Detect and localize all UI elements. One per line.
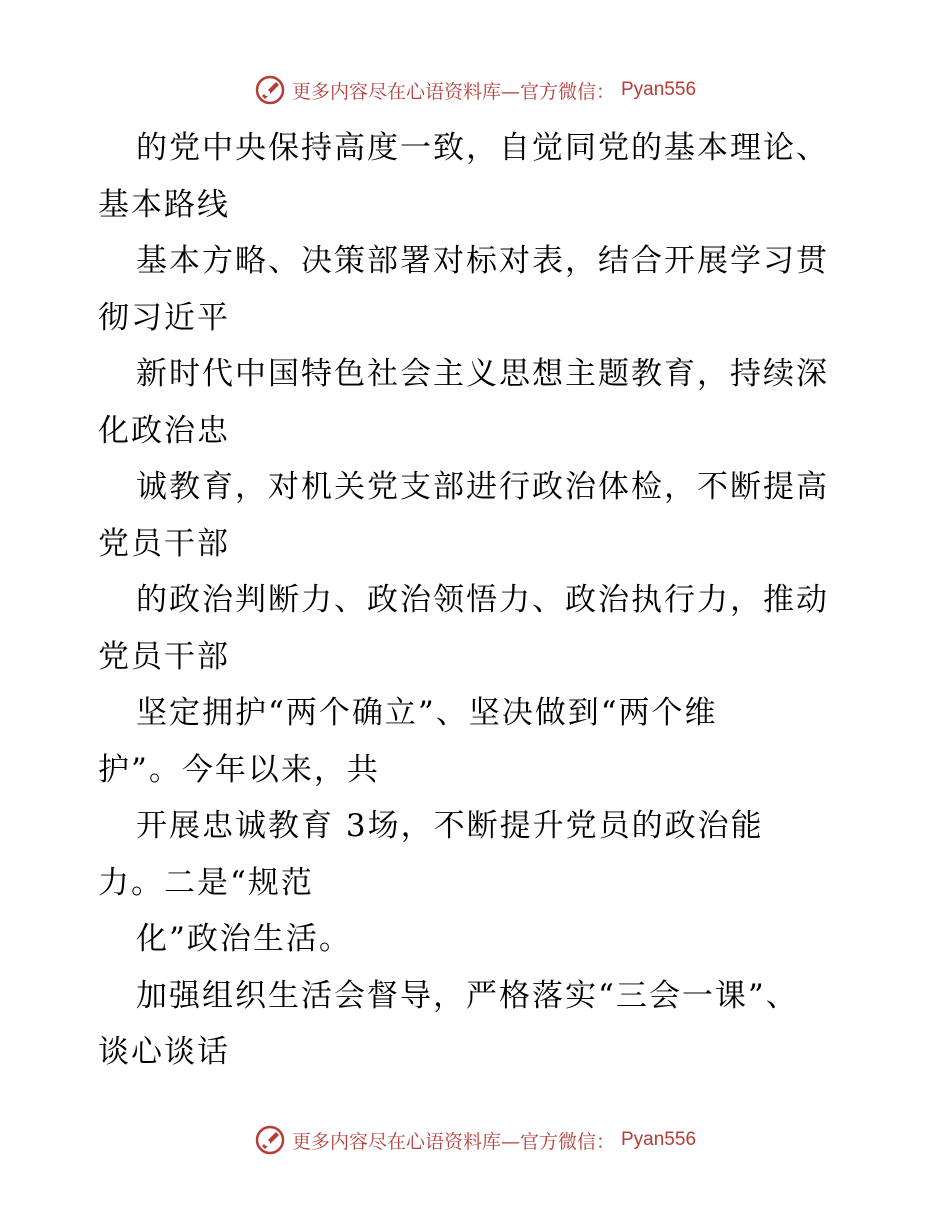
text-line: 化”政治生活。 xyxy=(136,921,352,957)
text-line: 党员干部 xyxy=(98,525,230,562)
watermark-text: 更多内容尽在心语资料库—官方微信： xyxy=(291,1130,615,1153)
brand-logo-icon xyxy=(254,74,286,106)
text-line: 的党中央保持高度一致，自觉同党的基本理论、 xyxy=(136,130,829,166)
text-line: 的政治判断力、政治领悟力、政治执行力，推动 xyxy=(136,582,829,618)
watermark-text: 更多内容尽在心语资料库—官方微信： xyxy=(291,80,615,103)
watermark-wechat-id: Pyan556 xyxy=(621,79,697,100)
text-line: 加强组织生活会督导，严格落实“三会一课”、 xyxy=(136,977,799,1014)
watermark-wechat-id: Pyan556 xyxy=(621,1129,697,1150)
text-line: 党员干部 xyxy=(98,638,230,675)
text-line: 护”。今年以来，共 xyxy=(98,751,380,788)
text-line: 坚定拥护“两个确立”、坚决做到“两个维 xyxy=(136,695,718,731)
text-line: 化政治忠 xyxy=(98,412,230,449)
text-line: 诚教育，对机关党支部进行政治体检，不断提高 xyxy=(136,469,829,505)
text-line: 谈心谈话 xyxy=(98,1034,230,1070)
document-body xyxy=(98,120,858,1081)
header-watermark xyxy=(0,70,950,110)
text-line: 基本方略、决策部署对标对表，结合开展学习贯 xyxy=(136,243,829,279)
text-line: 力。二是“规范 xyxy=(98,864,314,901)
text-line: 基本路线 xyxy=(98,186,230,223)
text-line: 新时代中国特色社会主义思想主题教育，持续深 xyxy=(136,356,829,392)
text-line: 彻习近平 xyxy=(98,299,230,336)
footer-watermark xyxy=(0,1120,950,1160)
brand-logo-icon xyxy=(254,1124,286,1156)
text-line: 开展忠诚教育 3场，不断提升党员的政治能 xyxy=(136,808,764,844)
